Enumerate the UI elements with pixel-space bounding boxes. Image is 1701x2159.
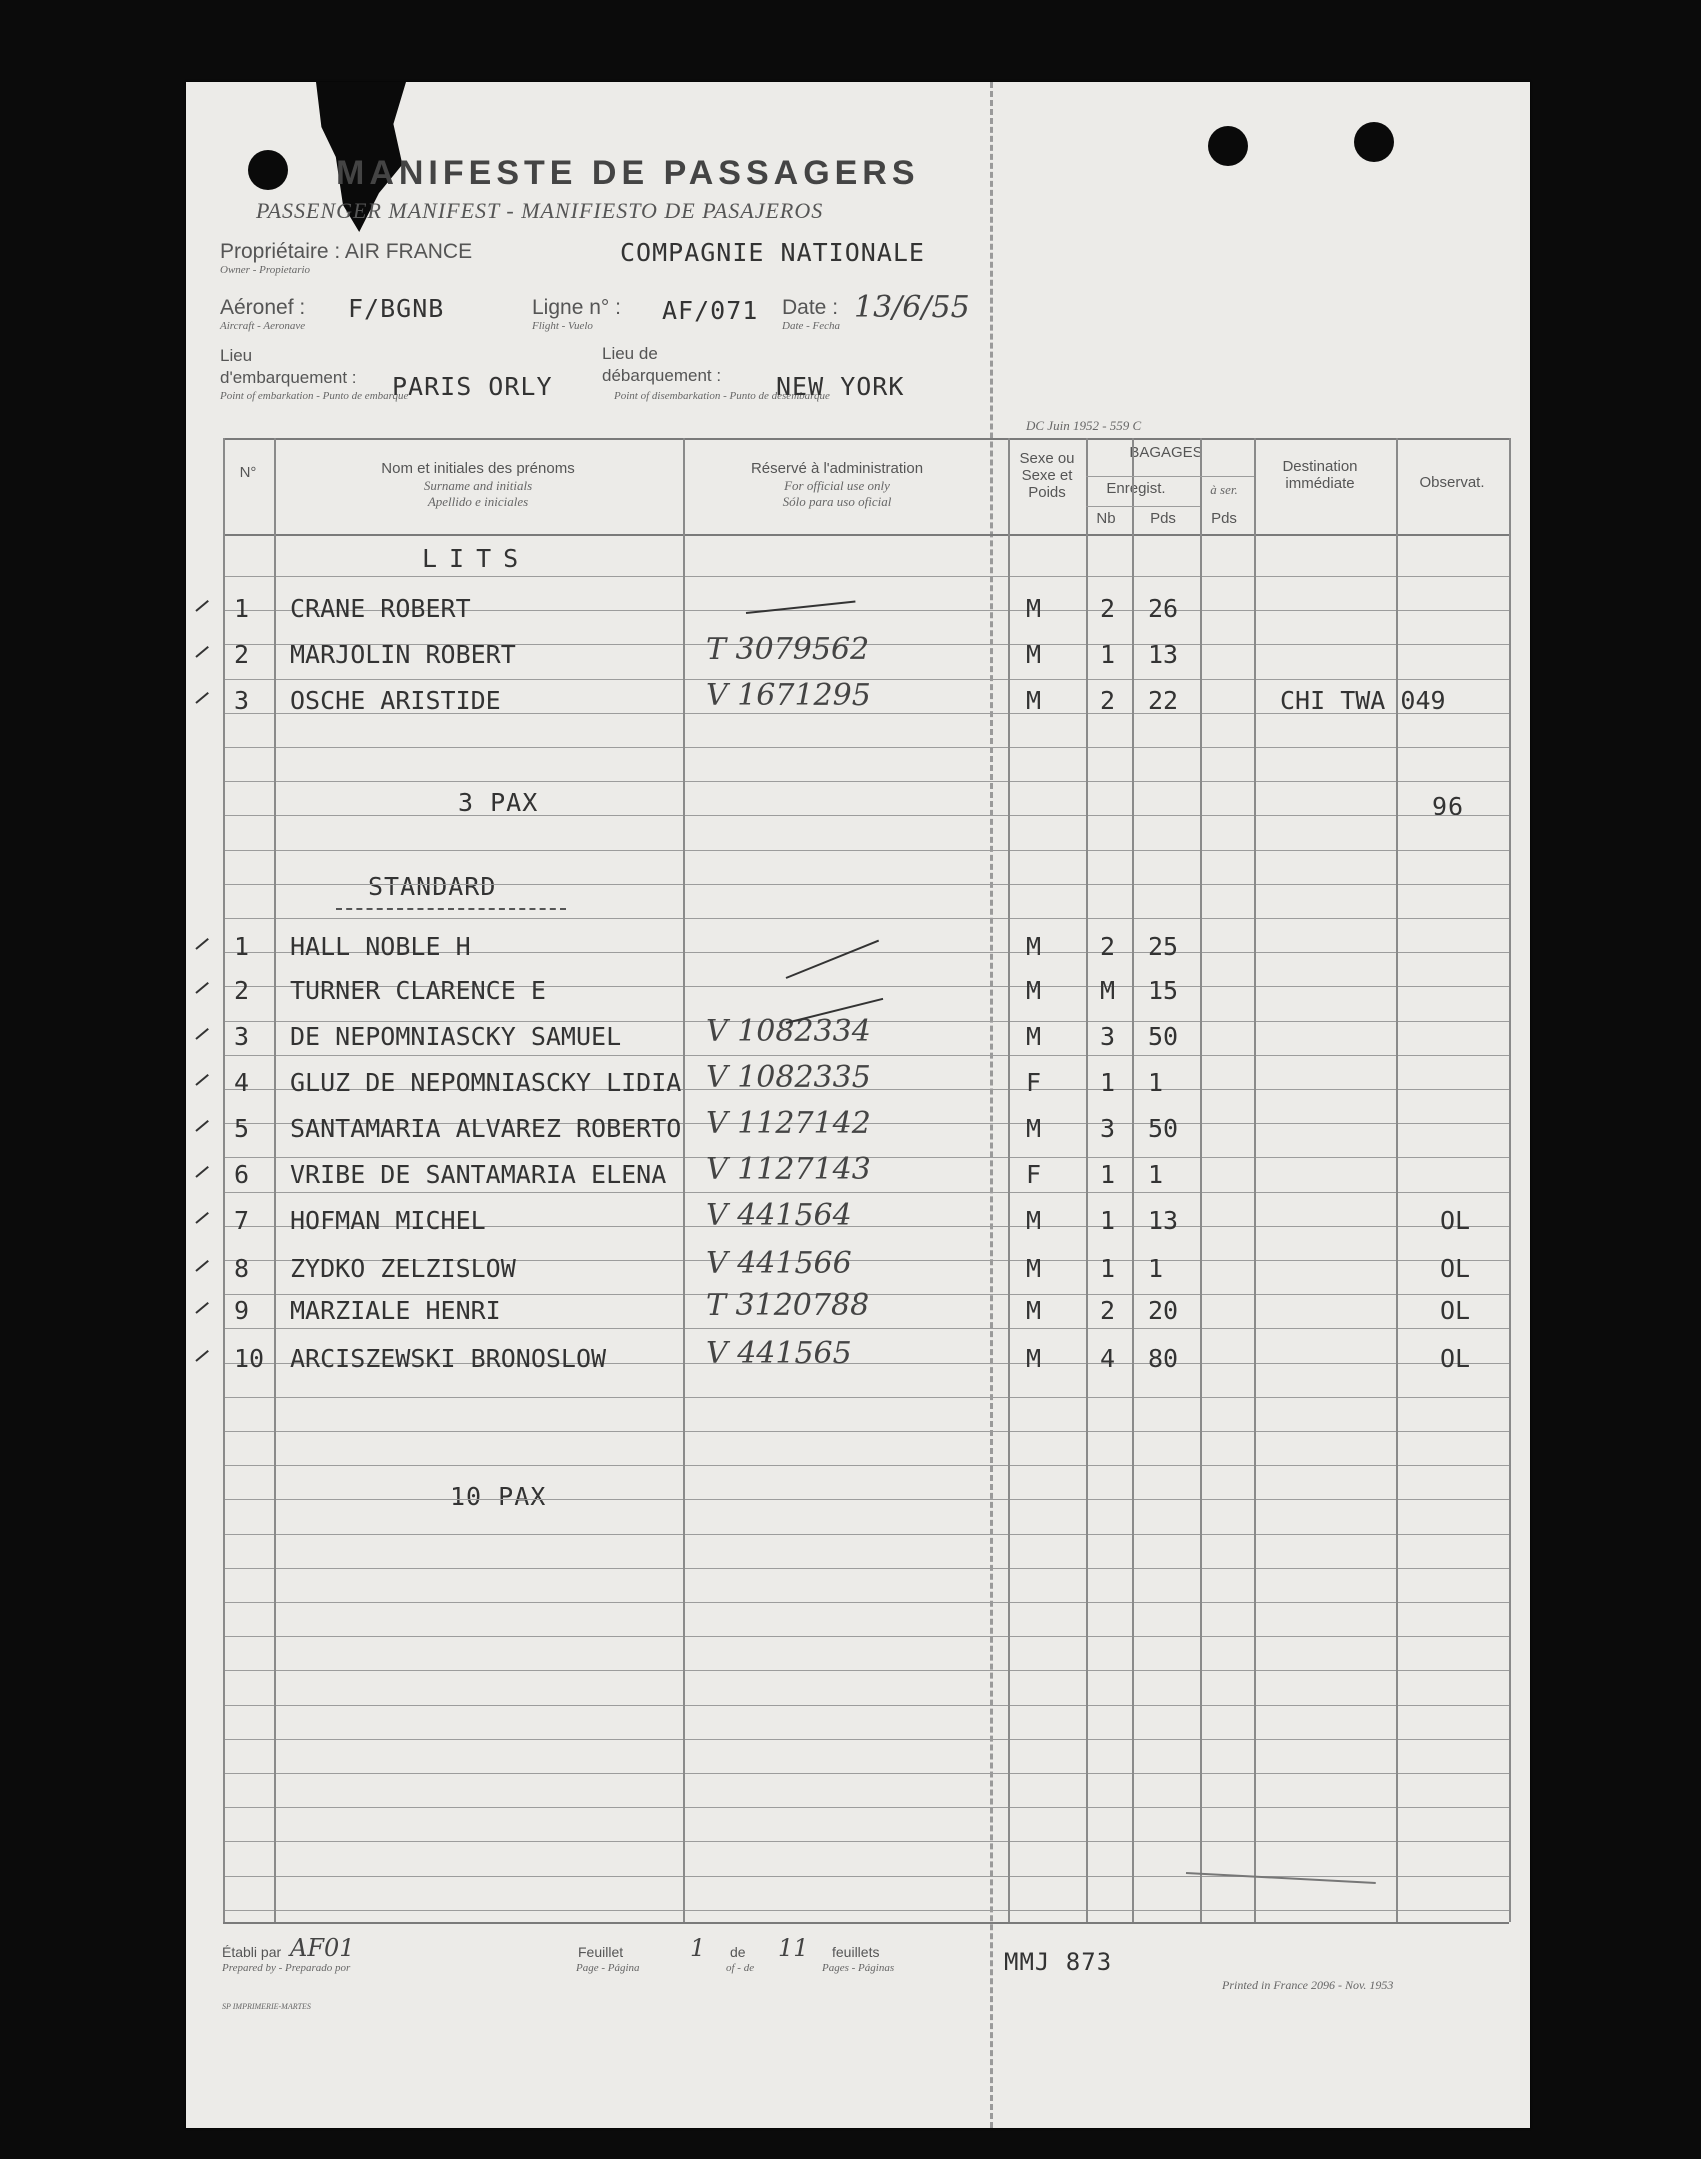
baggage-weight: 22 (1148, 686, 1179, 715)
disembark-label-2: débarquement : (602, 366, 722, 385)
punch-hole (1354, 122, 1394, 162)
owner-label: Propriétaire : AIR FRANCE (220, 240, 473, 263)
baggage-divider (1086, 476, 1254, 477)
passenger-sex: M (1026, 976, 1042, 1005)
embark-value: PARIS ORLY (392, 372, 553, 401)
passenger-sex: F (1026, 1068, 1042, 1097)
passenger-sex: M (1026, 1114, 1042, 1143)
table-rule-line (223, 850, 1509, 851)
col-observ-header: Observat. (1419, 474, 1485, 491)
table-rule-line (223, 1670, 1509, 1671)
table-rule-line (223, 1636, 1509, 1637)
table-rule-line (223, 1773, 1509, 1774)
col-registered-header: Enregist. (1106, 480, 1166, 497)
passport-number: V 1127143 (706, 1152, 871, 1187)
passport-number: T 3079562 (706, 632, 870, 667)
col-admin-header-es: Sólo para uso oficial (782, 494, 892, 509)
col-border-left (223, 438, 225, 1922)
check-mark (195, 692, 209, 704)
table-rule-line (223, 1328, 1509, 1329)
row-number: 5 (234, 1114, 250, 1143)
observation-value: OL (1440, 1254, 1471, 1283)
punch-hole (248, 150, 288, 190)
table-top-border (223, 438, 1509, 440)
table-rule-line (223, 1055, 1509, 1056)
observation-value: OL (1440, 1296, 1471, 1325)
table-rule-line (223, 781, 1509, 782)
passport-number: V 1082334 (706, 1014, 871, 1049)
baggage-count: 1 (1100, 1206, 1116, 1235)
col-name-header: Nom et initiales des prénoms (381, 460, 575, 477)
row-number: 3 (234, 1022, 250, 1051)
baggage-weight: 1 (1148, 1160, 1164, 1189)
aircraft-sub: Aircraft - Aeronave (220, 320, 306, 332)
table-rule-line (223, 918, 1509, 919)
page-title: MANIFESTE DE PASSAGERS (336, 154, 920, 192)
embark-sub: Point of embarkation - Punto de embarque (220, 390, 409, 402)
check-mark (195, 1350, 209, 1362)
col-no-header: N° (239, 464, 257, 481)
heading-underline (336, 908, 566, 910)
table-rule-line (223, 1602, 1509, 1603)
disembark-value: NEW YORK (776, 372, 905, 401)
check-mark (195, 1028, 209, 1040)
passenger-sex: M (1026, 932, 1042, 961)
baggage-count: M (1100, 976, 1116, 1005)
row-number: 1 (234, 932, 250, 961)
col-border-no (274, 438, 276, 1922)
row-number: 2 (234, 976, 250, 1005)
row-number: 2 (234, 640, 250, 669)
passenger-sex: M (1026, 1254, 1042, 1283)
pen-scribble (1186, 1872, 1376, 1884)
baggage-weight: 25 (1148, 932, 1179, 961)
page-label: Feuillet (578, 1944, 624, 1960)
check-mark (195, 938, 209, 950)
of-label: de (730, 1944, 746, 1960)
passenger-sex: M (1026, 1296, 1042, 1325)
page-sub: Page - Página (576, 1962, 640, 1974)
printer-code: SP IMPRIMERIE-MARTES (222, 2002, 311, 2011)
aircraft-label: Aéronef : (220, 296, 306, 319)
check-mark (195, 1166, 209, 1178)
table-rule-line (223, 1705, 1509, 1706)
check-mark (195, 600, 209, 612)
passenger-sex: M (1026, 1022, 1042, 1051)
table-header-border (223, 534, 1509, 536)
col-border-right (1509, 438, 1511, 1922)
baggage-weight: 15 (1148, 976, 1179, 1005)
passenger-sex: M (1026, 594, 1042, 623)
table-rule-line (223, 1910, 1509, 1911)
passenger-sex: F (1026, 1160, 1042, 1189)
passenger-name: CRANE ROBERT (290, 594, 471, 623)
passenger-name: OSCHE ARISTIDE (290, 686, 501, 715)
embark-label-1: Lieu (220, 346, 253, 365)
check-mark (195, 1074, 209, 1086)
baggage-weight: 13 (1148, 1206, 1179, 1235)
col-name-header-es: Apellido e iniciales (427, 494, 529, 509)
table-rule-line (223, 1568, 1509, 1569)
baggage-count: 1 (1100, 640, 1116, 669)
printed-note: Printed in France 2096 - Nov. 1953 (1222, 1978, 1394, 1992)
col-border-extra (1254, 438, 1256, 1922)
passenger-sex: M (1026, 1344, 1042, 1373)
passport-number: V 1082335 (706, 1060, 871, 1095)
passport-number: V 441566 (706, 1246, 852, 1281)
section-heading-lits: LITS (422, 544, 531, 573)
owner-value: COMPAGNIE NATIONALE (620, 238, 925, 267)
col-nb-header: Nb (1096, 510, 1116, 527)
prepared-value: AF01 (290, 1934, 355, 1962)
table-rule-line (223, 1807, 1509, 1808)
col-sex-header: Sexe ou Sexe et Poids (1019, 450, 1075, 501)
baggage-weight: 50 (1148, 1114, 1179, 1143)
of-value: 11 (778, 1934, 809, 1962)
baggage-weight: 13 (1148, 640, 1179, 669)
passenger-name: ARCISZEWSKI BRONOSLOW (290, 1344, 607, 1373)
baggage-count: 1 (1100, 1160, 1116, 1189)
stamp-number: MMJ 873 (1004, 1948, 1113, 1976)
col-admin-header: Réservé à l'administration (750, 460, 924, 477)
table-rule-line (223, 1739, 1509, 1740)
passenger-sex: M (1026, 686, 1042, 715)
table-rule-line (223, 1841, 1509, 1842)
pen-stroke (746, 601, 856, 614)
section-heading-standard: STANDARD (368, 872, 497, 901)
passenger-name: VRIBE DE SANTAMARIA ELENA (290, 1160, 667, 1189)
baggage-count: 3 (1100, 1114, 1116, 1143)
check-mark (195, 1212, 209, 1224)
pages-label: feuillets (832, 1944, 880, 1960)
row-number: 9 (234, 1296, 250, 1325)
baggage-count: 3 (1100, 1022, 1116, 1051)
col-border-name (683, 438, 685, 1922)
baggage-count: 1 (1100, 1254, 1116, 1283)
lits-total: 3 PAX (458, 788, 539, 817)
table-rule-line (223, 1465, 1509, 1466)
owner-sub: Owner - Propietario (220, 264, 311, 276)
passenger-name: GLUZ DE NEPOMNIASCKY LIDIA (290, 1068, 682, 1097)
manifest-sheet (186, 82, 1530, 2128)
passport-number: V 1127142 (706, 1106, 871, 1141)
page-value: 1 (690, 1934, 706, 1962)
flight-value: AF/071 (662, 296, 759, 325)
table-rule-line (223, 1534, 1509, 1535)
baggage-count: 2 (1100, 686, 1116, 715)
flight-sub: Flight - Vuelo (532, 320, 593, 332)
col-extra-top-header: à ser. (1210, 482, 1238, 497)
baggage-weight: 80 (1148, 1344, 1179, 1373)
row-number: 10 (234, 1344, 265, 1373)
passenger-sex: M (1026, 640, 1042, 669)
baggage-count: 2 (1100, 594, 1116, 623)
table-rule-line (223, 1499, 1509, 1500)
table-bottom-border (223, 1922, 1509, 1924)
date-sub: Date - Fecha (782, 320, 841, 332)
baggage-weight: 1 (1148, 1254, 1164, 1283)
col-border-sex (1086, 438, 1088, 1922)
table-rule-line (223, 1876, 1509, 1877)
row-number: 1 (234, 594, 250, 623)
page-subtitle: PASSENGER MANIFEST - MANIFIESTO DE PASAJEROS (256, 198, 824, 223)
passport-number: T 3120788 (706, 1288, 870, 1323)
disembark-label-1: Lieu de (602, 344, 658, 363)
table-rule-line (223, 576, 1509, 577)
baggage-count: 2 (1100, 932, 1116, 961)
observation-value: OL (1440, 1206, 1471, 1235)
punch-hole (1208, 126, 1248, 166)
prepared-sub: Prepared by - Preparado por (222, 1962, 351, 1974)
passenger-name: HOFMAN MICHEL (290, 1206, 486, 1235)
of-sub: of - de (726, 1962, 755, 1974)
flight-label: Ligne n° : (532, 296, 621, 319)
row-number: 3 (234, 686, 250, 715)
col-border-admin (1008, 438, 1010, 1922)
pen-stroke (786, 940, 879, 979)
passport-number: V 441565 (706, 1336, 852, 1371)
col-border-destination (1396, 438, 1398, 1922)
col-border-pds (1200, 438, 1202, 1922)
prepared-label: Établi par (222, 1944, 282, 1960)
disembark-sub: Point of disembarkation - Punto de desembarque (614, 390, 830, 402)
col-admin-header-en: For official use only (784, 478, 890, 493)
passenger-name: ZYDKO ZELZISLOW (290, 1254, 516, 1283)
col-extra-header: Pds (1211, 510, 1237, 527)
col-baggage-header: BAGAGES (1129, 444, 1203, 461)
passenger-name: TURNER CLARENCE E (290, 976, 546, 1005)
passenger-name: SANTAMARIA ALVAREZ ROBERTO (290, 1114, 682, 1143)
baggage-weight: 1 (1148, 1068, 1164, 1097)
passenger-sex: M (1026, 1206, 1042, 1235)
row-number: 6 (234, 1160, 250, 1189)
table-rule-line (223, 815, 1509, 816)
aircraft-value: F/BGNB (348, 294, 445, 323)
col-destination-header: Destination immédiate (1282, 458, 1358, 492)
fold-line (990, 82, 993, 2128)
passenger-name: MARJOLIN ROBERT (290, 640, 516, 669)
baggage-weight: 50 (1148, 1022, 1179, 1051)
baggage-count: 4 (1100, 1344, 1116, 1373)
check-mark (195, 646, 209, 658)
check-mark (195, 1260, 209, 1272)
date-value: 13/6/55 (854, 290, 970, 325)
baggage-weight: 26 (1148, 594, 1179, 623)
pages-sub: Pages - Páginas (822, 1962, 895, 1974)
table-rule-line (223, 1431, 1509, 1432)
col-border-nb (1132, 438, 1134, 1922)
baggage-count: 1 (1100, 1068, 1116, 1097)
row-number: 4 (234, 1068, 250, 1097)
check-mark (195, 982, 209, 994)
table-rule-line (223, 884, 1509, 885)
lits-total-obs: 96 (1432, 792, 1465, 821)
passport-number: V 1671295 (706, 678, 871, 713)
registered-divider (1086, 506, 1200, 507)
passenger-name: MARZIALE HENRI (290, 1296, 501, 1325)
check-mark (195, 1120, 209, 1132)
passenger-name: HALL NOBLE H (290, 932, 471, 961)
passport-number: V 441564 (706, 1198, 852, 1233)
row-number: 7 (234, 1206, 250, 1235)
date-label: Date : (782, 296, 839, 319)
passenger-name: DE NEPOMNIASCKY SAMUEL (290, 1022, 622, 1051)
destination-value: CHI TWA 049 (1280, 686, 1446, 715)
form-code: DC Juin 1952 - 559 C (1026, 418, 1142, 433)
table-rule-line (223, 747, 1509, 748)
embark-label-2: d'embarquement : (220, 368, 357, 387)
row-number: 8 (234, 1254, 250, 1283)
baggage-count: 2 (1100, 1296, 1116, 1325)
col-pds-header: Pds (1150, 510, 1176, 527)
col-name-header-en: Surname and initials (423, 478, 533, 493)
baggage-weight: 20 (1148, 1296, 1179, 1325)
table-rule-line (223, 1192, 1509, 1193)
standard-total: 10 PAX (450, 1482, 547, 1511)
observation-value: OL (1440, 1344, 1471, 1373)
table-rule-line (223, 1397, 1509, 1398)
check-mark (195, 1302, 209, 1314)
